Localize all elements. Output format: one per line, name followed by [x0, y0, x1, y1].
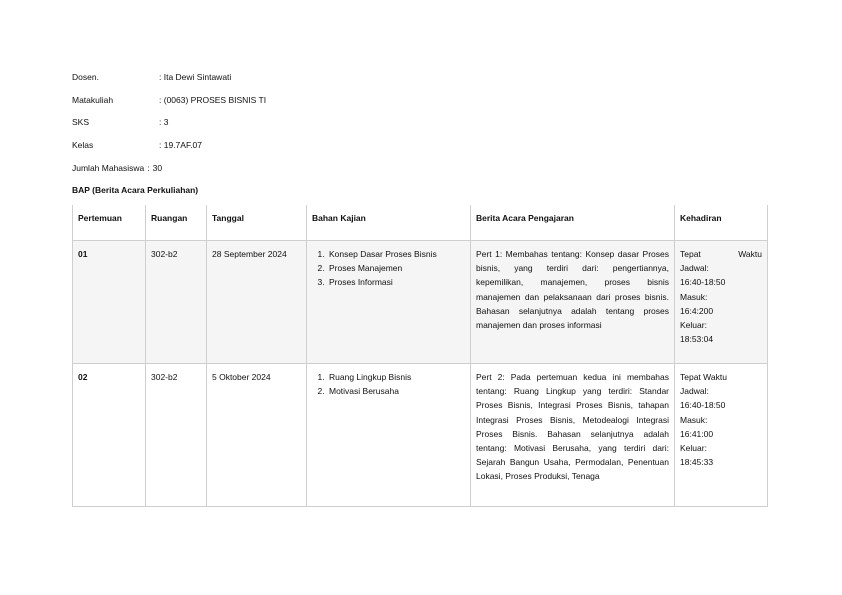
keluar-value: 18:53:04: [680, 334, 714, 345]
table-header-row: [73, 205, 768, 241]
cell-pertemuan: 02: [73, 364, 146, 507]
meta-jumlah-mahasiswa: [72, 163, 162, 173]
separator: :: [147, 163, 150, 173]
matakuliah-label: Matakuliah: [72, 94, 114, 105]
bap-table: [72, 205, 768, 507]
kelas-value: : 19.7AF.07: [159, 140, 202, 151]
matakuliah-value: : (0063) PROSES BISNIS TI: [159, 95, 266, 106]
jumlah-mahasiswa-label: Jumlah Mahasiswa: [72, 163, 145, 173]
cell-tanggal: 28 September 2024: [207, 241, 307, 364]
dosen-label: Dosen.: [72, 72, 99, 82]
sks-label: SKS: [72, 117, 90, 127]
masuk-value: 16:41:00: [680, 428, 714, 439]
topic-item: 1. Konsep Dasar Proses Bisnis: [327, 247, 465, 261]
topic-item: 2. Motivasi Berusaha: [327, 384, 465, 398]
cell-ruangan: 302-b2: [146, 364, 207, 507]
table-row: [73, 364, 768, 507]
masuk-label: Masuk:: [680, 414, 708, 425]
cell-tanggal: 5 Oktober 2024: [207, 364, 307, 507]
keluar-value: 18:45:33: [680, 457, 714, 468]
header-pertemuan: Pertemuan: [73, 205, 146, 241]
header-bahan-kajian: Bahan Kajian: [307, 205, 471, 241]
header-kehadiran: Kehadiran: [675, 205, 768, 241]
topic-item: 1. Ruang Lingkup Bisnis: [327, 370, 465, 384]
berita-text: Pert 2: Pada pertemuan kedua ini membahas tentang: Ruang Lingkup yang terdiri: Standar Proses Bisnis, Integrasi Proses Bisnis, tahapan Integrasi Proses Bisnis, Metodealogi Integrasi Proses Bisnis. Bahasan selanjutnya adalah tentang: Motivasi Berusaha, yang terdiri dari: Sejarah Bangun Usaha, Permodalan, Penentuan Lokasi, Proses Produksi, Tenaga: [476, 372, 669, 482]
jadwal-value: 16:40-18:50: [680, 277, 726, 288]
cell-berita-acara: [471, 364, 675, 507]
cell-kehadiran: [675, 364, 768, 507]
header-berita-acara: Berita Acara Pengajaran: [471, 205, 675, 241]
keluar-label: Keluar:: [680, 443, 707, 454]
kehadiran-status: Tepat Waktu: [680, 249, 762, 259]
table-row: [73, 241, 768, 364]
header-tanggal: Tanggal: [207, 205, 307, 241]
bap-title: BAP (Berita Acara Perkuliahan): [72, 185, 199, 195]
sks-value: : 3: [159, 117, 168, 128]
topic-item: 3. Proses Informasi: [327, 275, 465, 289]
kelas-label: Kelas: [72, 139, 94, 150]
jadwal-value: 16:40-18:50: [680, 400, 726, 411]
keluar-label: Keluar:: [680, 320, 707, 331]
kehadiran-status: Tepat Waktu: [680, 372, 727, 382]
topic-item: 2. Proses Manajemen: [327, 261, 465, 275]
cell-berita-acara: Pert 1: Membahas tentang: Konsep dasar Proses bisnis, yang terdiri dari: pengertiannya, kepemilikan, manajemen, proses bisnis manajemen dan pelaksanaan dari proses bisnis. Bahasan selanjutnya adalah tentang proses manajemen dan proses informasi: [471, 241, 675, 364]
cell-pertemuan: 01: [73, 241, 146, 364]
masuk-value: 16:4:200: [680, 305, 714, 316]
dosen-value: : Ita Dewi Sintawati: [159, 72, 231, 83]
header-ruangan: Ruangan: [146, 205, 207, 241]
cell-bahan-kajian: [307, 364, 471, 507]
jadwal-label: Jadwal:: [680, 263, 709, 274]
jadwal-label: Jadwal:: [680, 386, 709, 397]
cell-ruangan: 302-b2: [146, 241, 207, 364]
cell-bahan-kajian: [307, 241, 471, 364]
masuk-label: Masuk:: [680, 291, 708, 302]
cell-kehadiran: [675, 241, 768, 364]
jumlah-mahasiswa-value: 30: [152, 163, 163, 173]
